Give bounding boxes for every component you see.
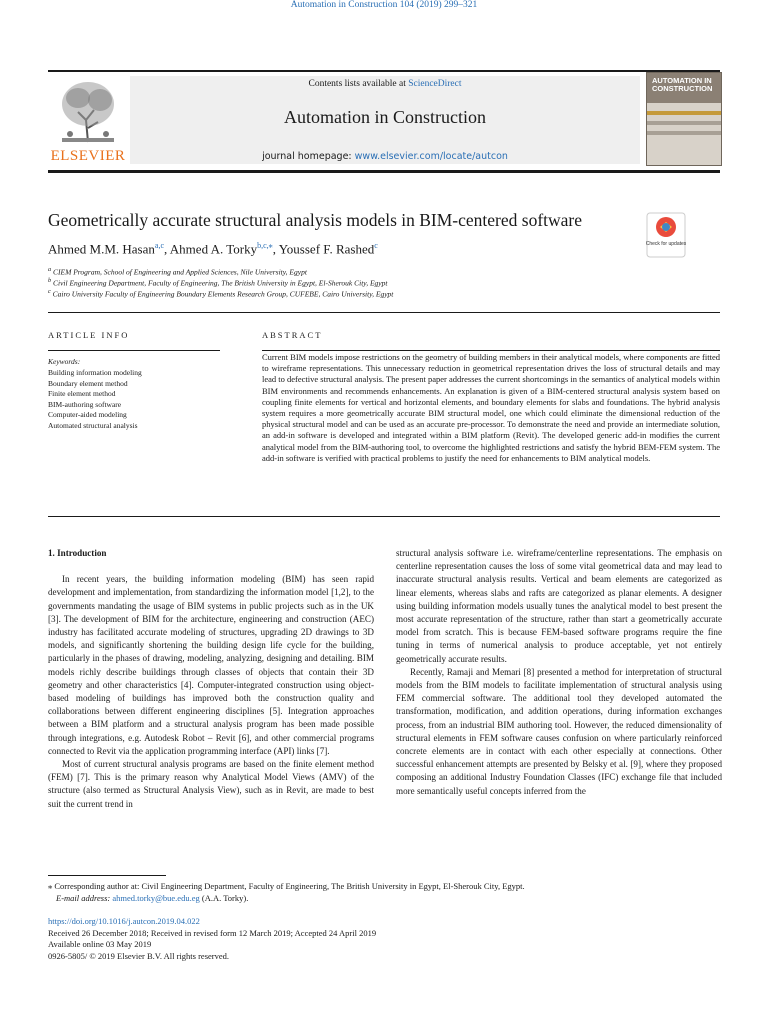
email-link[interactable]: ahmed.torky@bue.edu.eg: [112, 892, 200, 903]
elsevier-wordmark: ELSEVIER: [50, 148, 126, 164]
journal-name: Automation in Construction: [284, 107, 486, 127]
online-date: Available online 03 May 2019: [48, 939, 152, 949]
keyword-item: Automated structural analysis: [48, 420, 138, 430]
affiliation-text: Cairo University Faculty of Engineering Boundary Elements Research Group, CUFEBE, Cairo University, Egypt: [52, 289, 394, 299]
affiliation-mark: a: [48, 266, 52, 273]
header-top-rule: [48, 70, 720, 72]
crossmark-label-1: Check for updates: [646, 241, 686, 247]
keyword-item: BIM-authoring software: [48, 399, 122, 409]
affiliation-b: [48, 277, 387, 288]
abstract-text: Current BIM models impose restrictions on the geometry of building members in their analytical models, where components are fitted to wireframe representations. This unnecessary reduction in geometrical representation drives the loss of structural details and may lead to defective structural analysis. The present paper addresses the current shortcomings in the semantics of analytical models within BIM environments and recommends enhancements. An explanation is given of a BIM-centered structural analysis system based on coupling finite elements for vertical and horizontal elements, and boundary elements for slabs and foundations. The hybrid analysis system requires a more geometrically accurate BIM structural model, one which could eliminate the dimensional reduction of the physical structural model and can be used as an accurate pre-processor. To demonstrate the need and provide an intermediate solution, an add-in software is developed and integrated within a BIM platform (Revit). The developed generic add-in modifies the current analytical model from the BIM-authoring tool, to overcome the highlighted restrictions and satisfy the hybrid BEM-FEM system. The add-in software is verified with practical problems to justify the need for enhancements to BIM analytical models.: [262, 352, 720, 463]
article-title: Geometrically accurate structural analysis models in BIM-centered software: [48, 210, 583, 230]
affiliation-c: [48, 288, 393, 299]
affiliation-mark: c: [48, 288, 51, 295]
body-paragraph: structural analysis software i.e. wireframe/centerline representations. The emphasis on centerline representation causes the loss of some vital geometrical data and may lead to inaccurate structural analysis results. Vertical and beam elements are categorized as linear elements, whereas slabs and rafts are categorized as planar elements. A designer using building information models usually tunes the analytical model to best present the most accurate representation of the structure, rather than start a geometrically accurate model from scratch. This is because FEM-based software programs require the fine tuning in terms of numerical analysis to produce acceptable, yet not entirely geometrically accurate results.: [396, 548, 722, 664]
crossmark-icon[interactable]: [646, 212, 686, 258]
affiliation-a: [48, 266, 307, 277]
author-affiliation-marks[interactable]: c: [374, 241, 378, 250]
author-name[interactable]: Youssef F. Rashed: [278, 241, 375, 257]
contents-line: [130, 79, 640, 89]
keyword-item: Building information modeling: [48, 368, 142, 377]
section-heading: 1. Introduction: [48, 548, 107, 558]
corresponding-author-note: ⁎ Corresponding author at: Civil Engineering Department, Faculty of Engineering, The British University in Egypt, El-Sherouk City, Egypt.: [48, 881, 525, 891]
cover-title: AUTOMATION IN CONSTRUCTION: [652, 76, 713, 93]
homepage-link[interactable]: www.elsevier.com/locate/autcon: [354, 151, 508, 162]
author-name[interactable]: Ahmed A. Torky: [169, 241, 258, 257]
journal-cover-thumbnail[interactable]: [646, 72, 722, 166]
affiliation-text: CIEM Program, School of Engineering and Applied Sciences, Nile University, Egypt: [53, 267, 307, 277]
cover-panel: [647, 103, 721, 165]
homepage-prefix: journal homepage:: [262, 151, 355, 162]
copyright-line: 0926-5805/ © 2019 Elsevier B.V. All rights reserved.: [48, 950, 230, 961]
footnote-rule: [48, 875, 166, 876]
article-info-heading: ARTICLE INFO: [48, 330, 130, 340]
contents-prefix: Contents lists available at: [308, 79, 409, 89]
keyword-item: Computer-aided modeling: [48, 410, 127, 420]
keyword-item: Boundary element method: [48, 378, 128, 388]
email-label: E-mail address:: [56, 892, 113, 903]
info-separator-rule: [48, 312, 720, 313]
footnote: [48, 881, 720, 904]
received-dates: Received 26 December 2018; Received in revised form 12 March 2019; Accepted 24 April 2019: [48, 927, 377, 938]
body-paragraph: Recently, Ramaji and Memari [8] presented a method for interpretation of structural models from the BIM models to facilitate implementation of structural analysis using FEM commercial software. The additional tool they developed automated the transformation, modification, and addition operations, during information exchanges process, from an industrial BIM authoring tool. However, the reduced dimensionality of structural elements in FEM software causes confusion on where particularly reinforced concrete elements are in contact with each other especially at connections. Other successful enhancement attempts are presented by Belsky et al. [9], where they proposed composing an additional Industry Foundation Classes (IFC) exchange file that included more semantically useful concepts inferred from the: [396, 666, 722, 796]
cover-stripe: [647, 111, 721, 115]
affiliation-mark: b: [48, 277, 52, 284]
abstract-rule: [262, 350, 720, 351]
keyword-item: Finite element method: [48, 389, 116, 399]
doi-link[interactable]: https://doi.org/10.1016/j.autcon.2019.04.022: [48, 916, 200, 926]
keyword-list: [48, 368, 142, 432]
abstract-heading: ABSTRACT: [262, 330, 323, 340]
author-affiliation-marks[interactable]: b,c,⁎: [257, 241, 273, 250]
body-column-right: [396, 547, 722, 798]
body-paragraph: Most of current structural analysis programs are based on the finite element method (FEM) [7]. This is the primary reason why Analytical Model Views (AMV) of the structure (also termed as Structural Analysis View), such as in Revit, are made to best suit the current trend in: [48, 759, 374, 809]
body-paragraph: In recent years, the building information modeling (BIM) has seen rapid development and implementation, from standardizing the information model [1,2], to the governments mandating the usage of BIM systems in public projects such as in the UK [3]. The development of BIM for the architecture, engineering and construction (AEC) industry has facilitated accurate modeling of structures, upgrading 2D drawings to 3D models, and significantly shortening the building design life cycle for the building, particularly in the phases of drawing, modeling, analyzing, designing and detailing. BIM models richly describe buildings through classes of objects that contain their 3D geometry and other characteristics [4]. Computer-integrated construction using object-based modeling of buildings has improved both the construction quality and collaborations between different engineering disciplines [5]. Integration approaches between a BIM platform and a structural analysis program has been made possible through integrations, e.g. Autodesk Robot – Revit [6], and other commercial programs connected to Revit via the application programming interface (API) links [7].: [48, 574, 374, 756]
publication-info: [48, 916, 720, 962]
abstract-bottom-rule: [48, 516, 720, 517]
author-list: Ahmed M.M. Hasan$^{a,c}$, Ahmed A. Torky$^{b,c,⁎}$, Youssef F. Rashed$^c$: [48, 241, 378, 257]
keywords-label: Keywords:: [48, 357, 81, 366]
article-info-rule: [48, 350, 220, 351]
email-line: [48, 893, 720, 905]
email-suffix: (A.A. Torky).: [199, 892, 249, 903]
header-bottom-rule: [48, 170, 720, 173]
journal-citation[interactable]: Automation in Construction 104 (2019) 299–321: [290, 0, 478, 10]
author-affiliation-marks[interactable]: a,c: [154, 241, 164, 250]
sciencedirect-link[interactable]: ScienceDirect: [408, 79, 462, 89]
author-name[interactable]: Ahmed M.M. Hasan: [48, 241, 155, 257]
body-column-left: [48, 547, 374, 811]
cover-stripe: [647, 131, 721, 135]
affiliation-text: Civil Engineering Department, Faculty of Engineering, The British University in Egypt, El-Sherouk City, Egypt: [53, 278, 388, 288]
journal-homepage: [130, 151, 640, 162]
cover-stripe: [647, 121, 721, 125]
